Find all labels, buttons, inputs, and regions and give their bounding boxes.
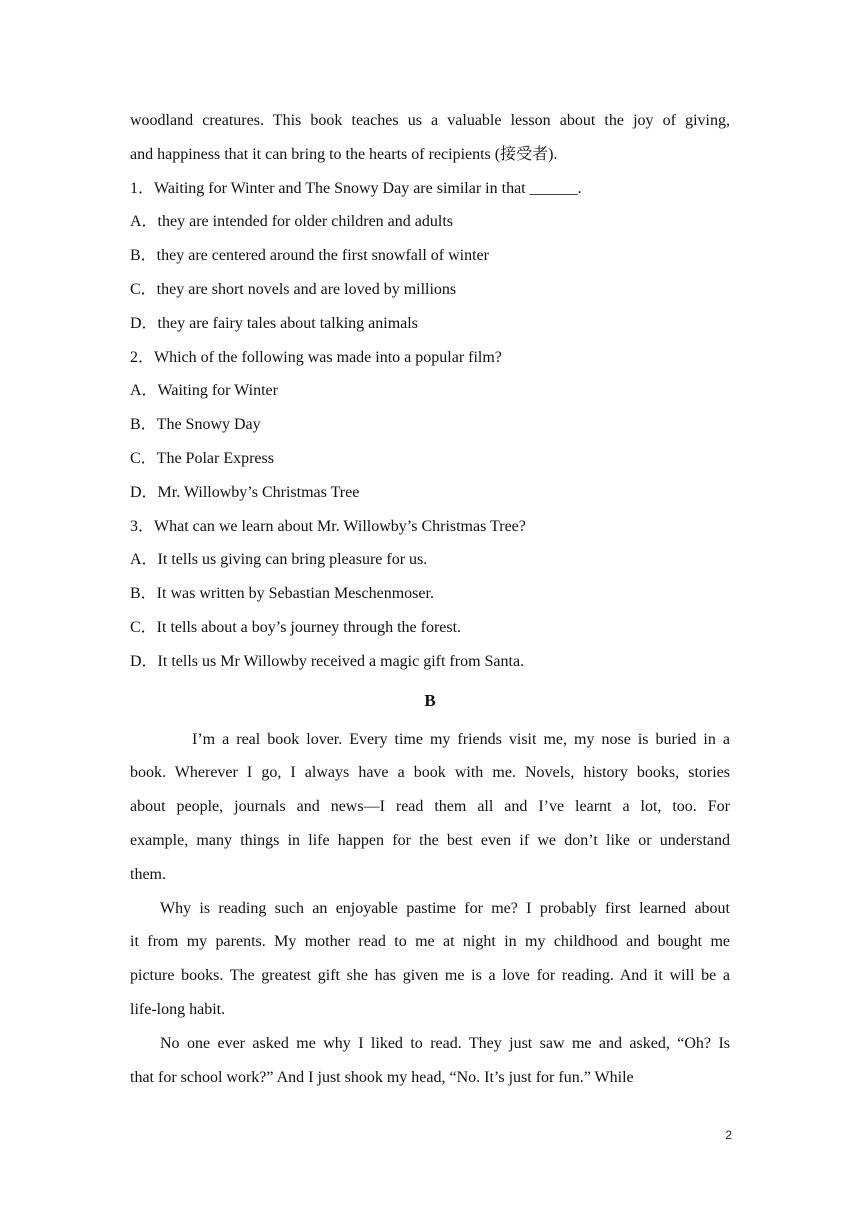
answer-option: C．It tells about a boy’s journey through the forest. [130,618,462,636]
passage-continuation [130,104,730,172]
text-line: life-long habit. [130,1000,226,1018]
text-line: woodland creatures. This book teaches us a valuable lesson about the joy of giving, [130,112,730,129]
question-2 [130,341,730,510]
answer-option: D．they are fairy tales about talking animals [130,314,418,332]
question-stem: 2．Which of the following was made into a popular film? [130,348,502,366]
paragraph-2 [130,892,730,1027]
question-1 [130,172,730,341]
text-line: No one ever asked me why I liked to read. They just saw me and asked, “Oh? Is [160,1034,730,1052]
answer-option: C．they are short novels and are loved by millions [130,280,457,298]
text-line: them. [130,865,166,883]
question-3 [130,510,730,679]
answer-option: B．The Snowy Day [130,416,261,434]
section-heading: B [424,690,436,710]
text-line: it from my parents. My mother read to me at night in my childhood and bought me [130,933,730,951]
answer-option: B．they are centered around the first snowfall of winter [130,247,489,265]
answer-option: A．Waiting for Winter [130,382,278,400]
text-line: I’m a real book lover. Every time my friends visit me, my nose is buried in a [192,730,730,748]
text-line: Why is reading such an enjoyable pastime for me? I probably first learned about [160,899,730,917]
answer-option: D．It tells us Mr Willowby received a magic gift from Santa. [130,652,525,670]
text-line: that for school work?” And I just shook my head, “No. It’s just for fun.” While [130,1068,634,1086]
text-line: about people, journals and news—I read them all and I’ve learnt a lot, too. For [130,798,730,816]
question-stem: 3．What can we learn about Mr. Willowby’s Christmas Tree? [130,517,526,535]
answer-option: D．Mr. Willowby’s Christmas Tree [130,483,360,501]
text-line: picture books. The greatest gift she has given me is a love for reading. And it will be a [130,967,730,985]
text-line: and happiness that it can bring to the hearts of recipients (接受者). [130,145,558,163]
answer-option: A．they are intended for older children and adults [130,213,454,231]
answer-option: B．It was written by Sebastian Meschenmoser. [130,585,434,603]
question-stem: 1．Waiting for Winter and The Snowy Day are similar in that ______. [130,179,582,197]
text-line: book. Wherever I go, I always have a book with me. Novels, history books, stories [130,764,730,782]
answer-option: A．It tells us giving can bring pleasure for us. [130,551,428,569]
page-content [130,104,730,1094]
paragraph-3 [130,1027,730,1095]
text-line: example, many things in life happen for the best even if we don’t like or understand [130,831,730,849]
paragraph-1 [130,723,730,892]
answer-option: C．The Polar Express [130,449,274,467]
page-number: 2 [725,1128,732,1142]
